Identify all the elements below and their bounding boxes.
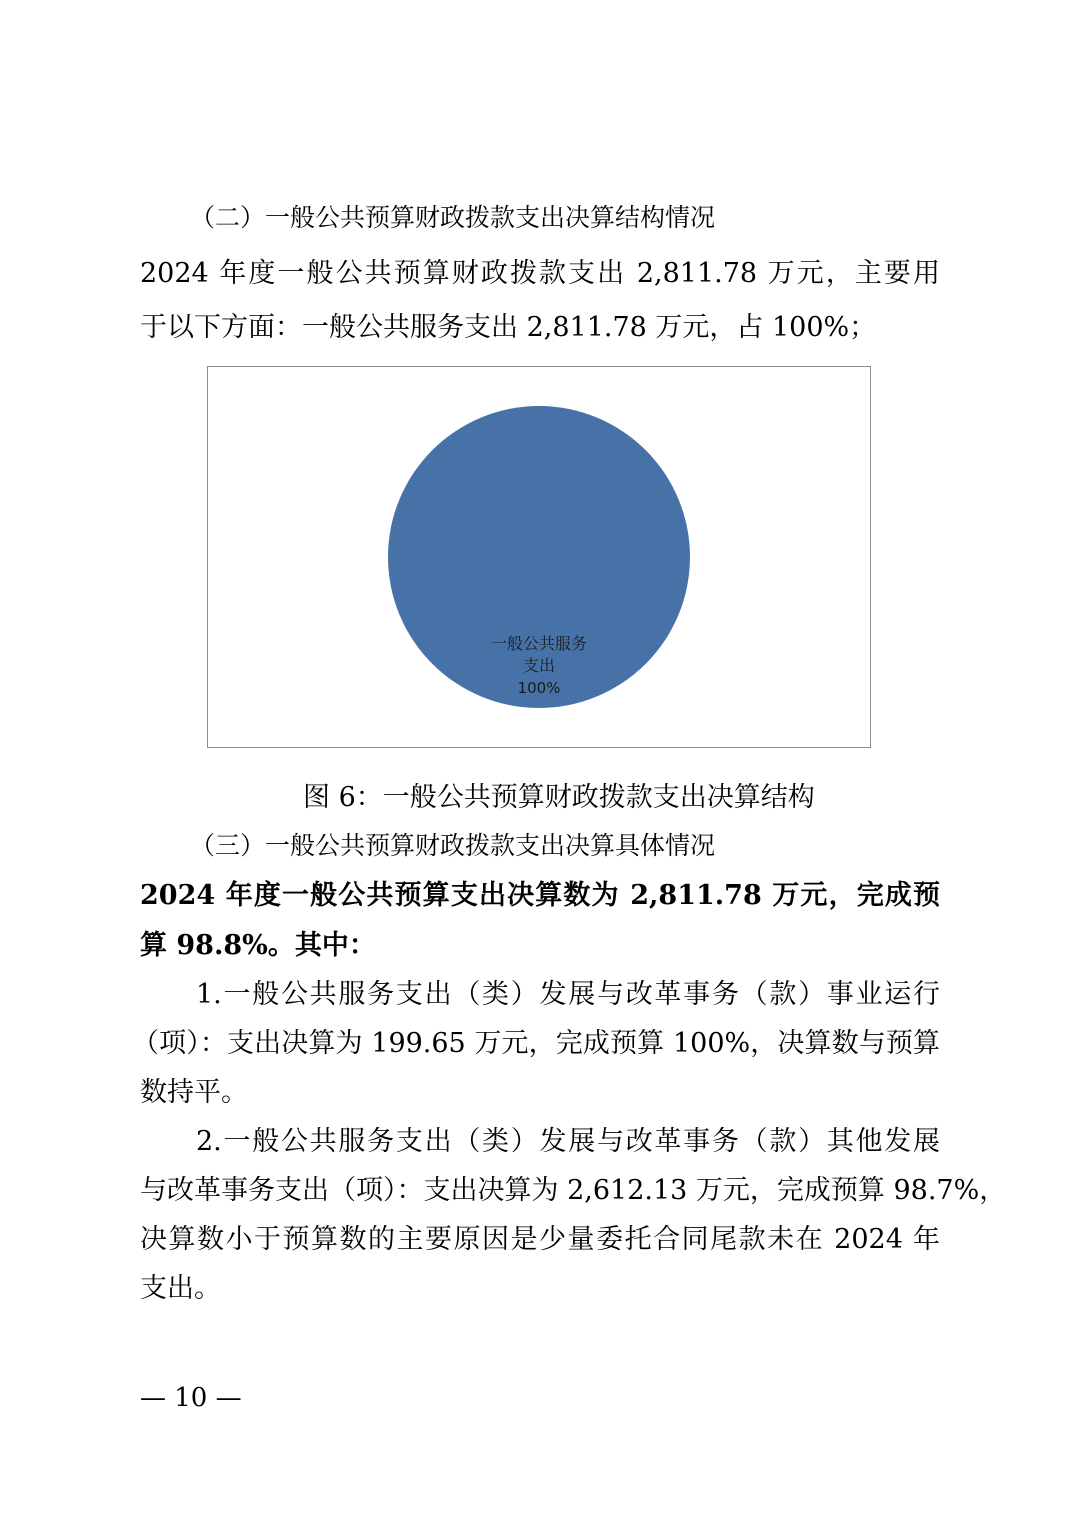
item-2-line-3: 决算数小于预算数的主要原因是少量委托合同尾款未在 2024 年 [140, 1224, 940, 1255]
item-1-line-3: 数持平。 [140, 1077, 248, 1108]
pie-data-label-percent: 100% [517, 679, 561, 697]
figure-caption: 图 6：一般公共预算财政拨款支出决算结构 [303, 782, 815, 813]
page-number: — 10 — [140, 1383, 242, 1413]
section-3-summary-line-1: 2024 年度一般公共预算支出决算数为 2,811.78 万元，完成预 [140, 880, 940, 911]
item-1-line-2: （项）：支出决算为 199.65 万元，完成预算 100%，决算数与预算 [132, 1028, 940, 1059]
item-2-line-2: 与改革事务支出（项）：支出决算为 2,612.13 万元，完成预算 98.7%， [140, 1175, 1007, 1206]
pie-data-label-category-line-1: 一般公共服务 [490, 634, 588, 653]
pie-data-label-category-line-2: 支出 [522, 656, 556, 675]
item-1-line-1: 1.一般公共服务支出（类）发展与改革事务（款）事业运行 [196, 979, 940, 1010]
section-2-paragraph-line-2: 于以下方面：一般公共服务支出 2,811.78 万元，占 100%； [140, 312, 877, 343]
section-3-summary-line-2: 算 98.8%。其中： [140, 930, 376, 961]
item-2-line-4: 支出。 [140, 1273, 221, 1304]
section-2-heading: （二）一般公共预算财政拨款支出决算结构情况 [190, 203, 716, 232]
pie-chart [208, 367, 869, 746]
pie-chart-frame [207, 366, 871, 748]
section-2-paragraph-line-1: 2024 年度一般公共预算财政拨款支出 2,811.78 万元，主要用 [140, 258, 940, 289]
section-3-heading: （三）一般公共预算财政拨款支出决算具体情况 [190, 831, 716, 860]
item-2-line-1: 2.一般公共服务支出（类）发展与改革事务（款）其他发展 [196, 1126, 940, 1157]
